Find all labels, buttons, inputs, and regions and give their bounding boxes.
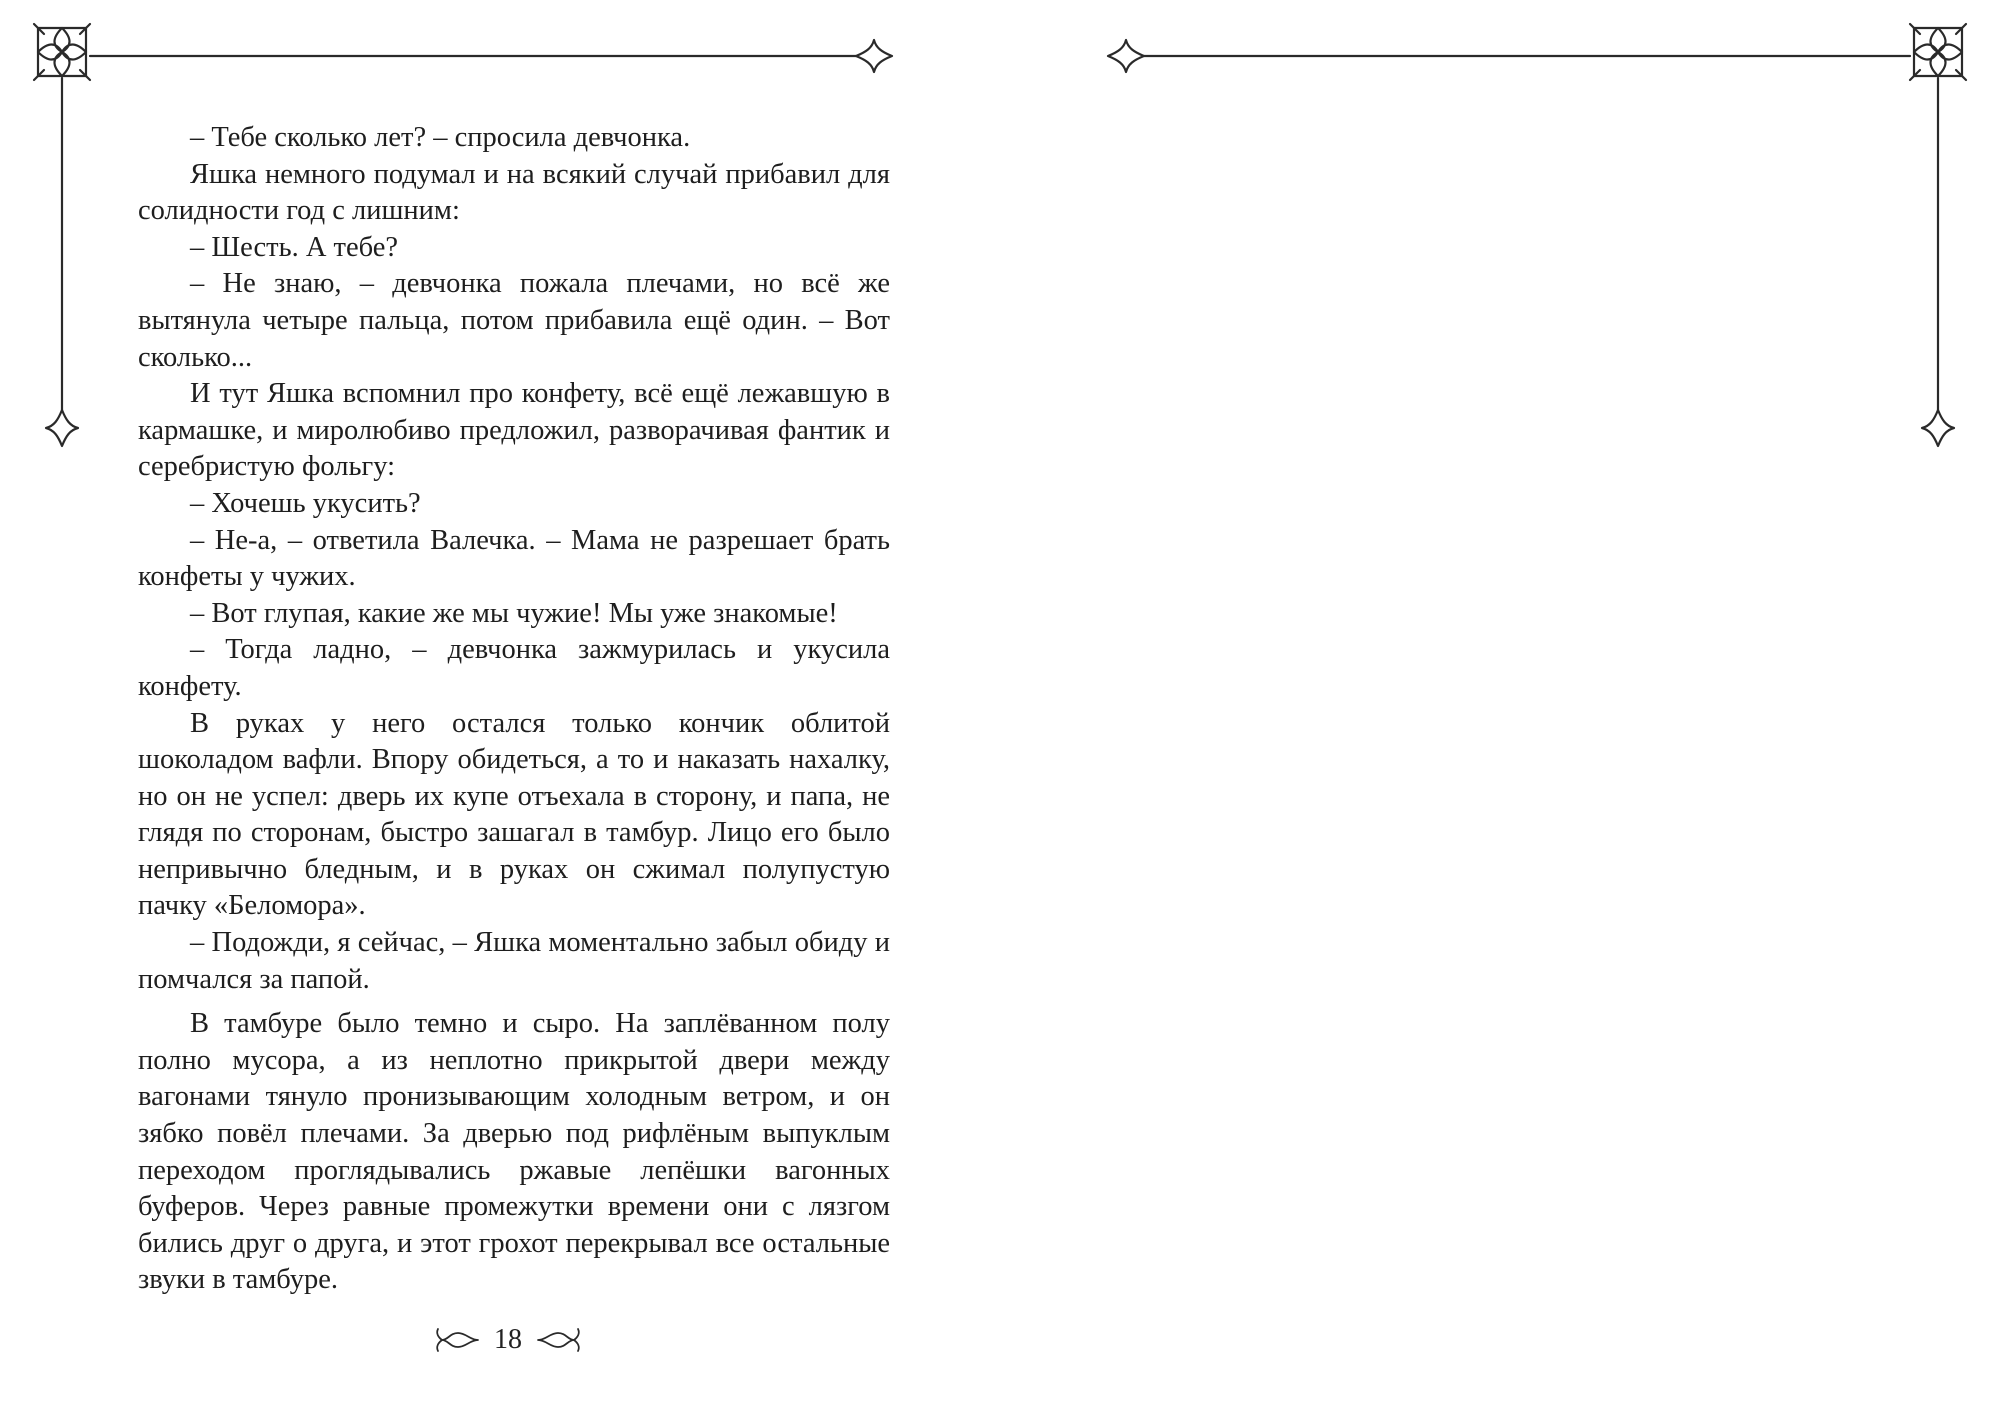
paragraph: В руках у него остался только кончик облитой шоколадом вафли. Впору обидеться, а то и наказать нахалку, но он не успел: дверь их купе отъехала в сторону, и папа, не глядя по сторонам, быстро зашагал в тамбур. Лицо его было непривычно бледным, и в руках он сжимал полупустую пачку «Беломора». bbox=[138, 707, 890, 922]
paragraph: – Подожди, я сейчас, – Яшка моментально забыл обиду и помчался за папой. bbox=[138, 927, 890, 995]
paragraph: Яшка немного подумал и на всякий случай прибавил для солидности год с лишним: bbox=[138, 158, 890, 227]
paragraph: – Хочешь укусить? bbox=[190, 487, 421, 519]
paragraph: – Не-а, – ответила Валечка. – Мама не разрешает брать конфеты у чужих. bbox=[138, 524, 890, 593]
paragraph: – Не знаю, – девчонка пожала плечами, но всё же вытянула четыре пальца, потом прибавила ещё один. – Вот сколько... bbox=[138, 268, 890, 373]
paragraph: И тут Яшка вспомнил про конфету, всё ещё лежавшую в кармашке, и миролюбиво предложил, разворачивая фантик и серебристую фольгу: bbox=[138, 378, 890, 483]
folio-flourish-left-icon bbox=[432, 1325, 480, 1355]
paragraph: – Тогда ладно, – девчонка зажмурилась и укусила конфету. bbox=[138, 634, 890, 702]
paragraph: – Тебе сколько лет? – спросила девчонка. bbox=[190, 122, 691, 153]
left-page-folio bbox=[432, 1320, 584, 1360]
right-page bbox=[1000, 0, 2000, 1405]
paragraph: – Шесть. А тебе? bbox=[190, 231, 399, 263]
paragraph: В тамбуре было темно и сыро. На заплёванном полу полно мусора, а из неплотно прикрытой двери между вагонами тянуло пронизывающим холодным ветром, и он зябко повёл плечами. За дверью под рифлёным выпуклым переходом проглядывались ржавые лепёшки вагонных буферов. Через равные промежутки времени они с лязгом бились друг о друга, и этот грохот перекрывал все остальные звуки в тамбуре. bbox=[138, 1008, 890, 1296]
paragraph: – Вот глупая, какие же мы чужие! Мы уже знакомые! bbox=[190, 597, 838, 629]
left-page-text bbox=[138, 120, 890, 1299]
folio-flourish-right-icon bbox=[536, 1325, 584, 1355]
page-number: 18 bbox=[494, 1324, 522, 1355]
